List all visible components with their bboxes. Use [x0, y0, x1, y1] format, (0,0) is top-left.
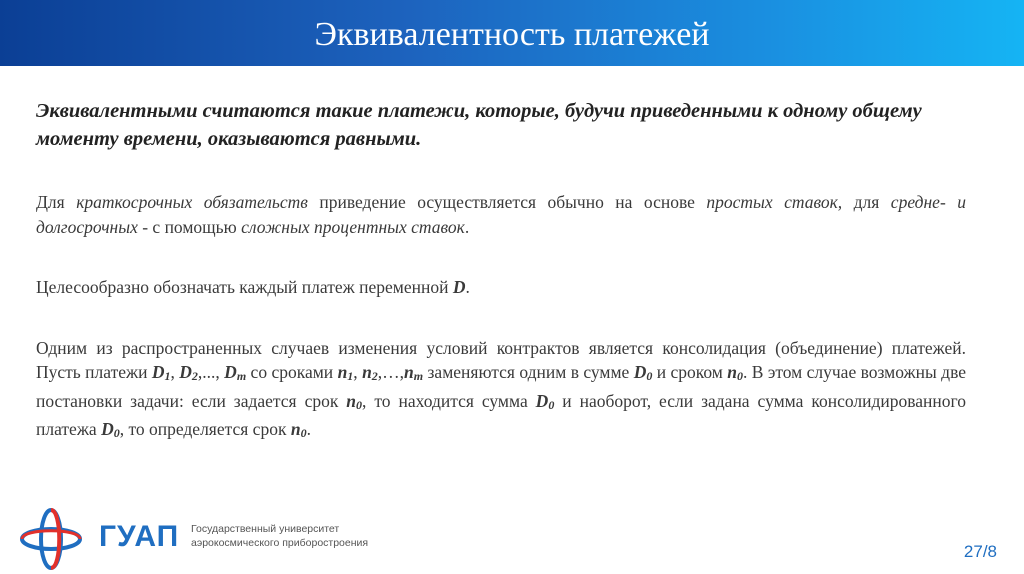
- university-name: [191, 522, 368, 550]
- paragraph-consolidation: Одним из распространенных случаев изменения условий контрактов является консолидация (объединение) платежей. Пусть платежи $D_1$, $D_2$,..., $D_m$ со сроками $n_1$, $n_2,\dots,n_m$ заменяются одним в сумме $D_0$ и сроком $n_0$. В этом случае возможны две постановки задачи: если задается срок $n_0$, то находится сумма $D_0$ и наоборот, если задана сумма консолидированного платежа $D_0$, то определяется срок $n_0$.: [36, 337, 966, 440]
- lead-definition: Эквивалентными считаются такие платежи, которые, будучи приведенными к одному общему моменту времени, оказываются равными.: [36, 100, 922, 150]
- slide-title: Эквивалентность платежей: [314, 16, 710, 53]
- header-bar: [0, 0, 1024, 66]
- page-number: 27/8: [963, 542, 997, 561]
- university-line-1: Государственный университет: [191, 523, 340, 535]
- guap-logo-icon: [18, 507, 84, 571]
- brand-name: ГУАП: [99, 520, 180, 553]
- paragraph-rates: Для краткосрочных обязательств приведение осуществляется обычно на основе простых ставок, для средне- и долгосрочных - с помощью сложных процентных ставок.: [36, 192, 966, 237]
- paragraph-notation: Целесообразно обозначать каждый платеж переменной D.: [36, 277, 470, 297]
- slide-content: [36, 97, 966, 446]
- university-line-2: аэрокосмического приборостроения: [191, 537, 369, 549]
